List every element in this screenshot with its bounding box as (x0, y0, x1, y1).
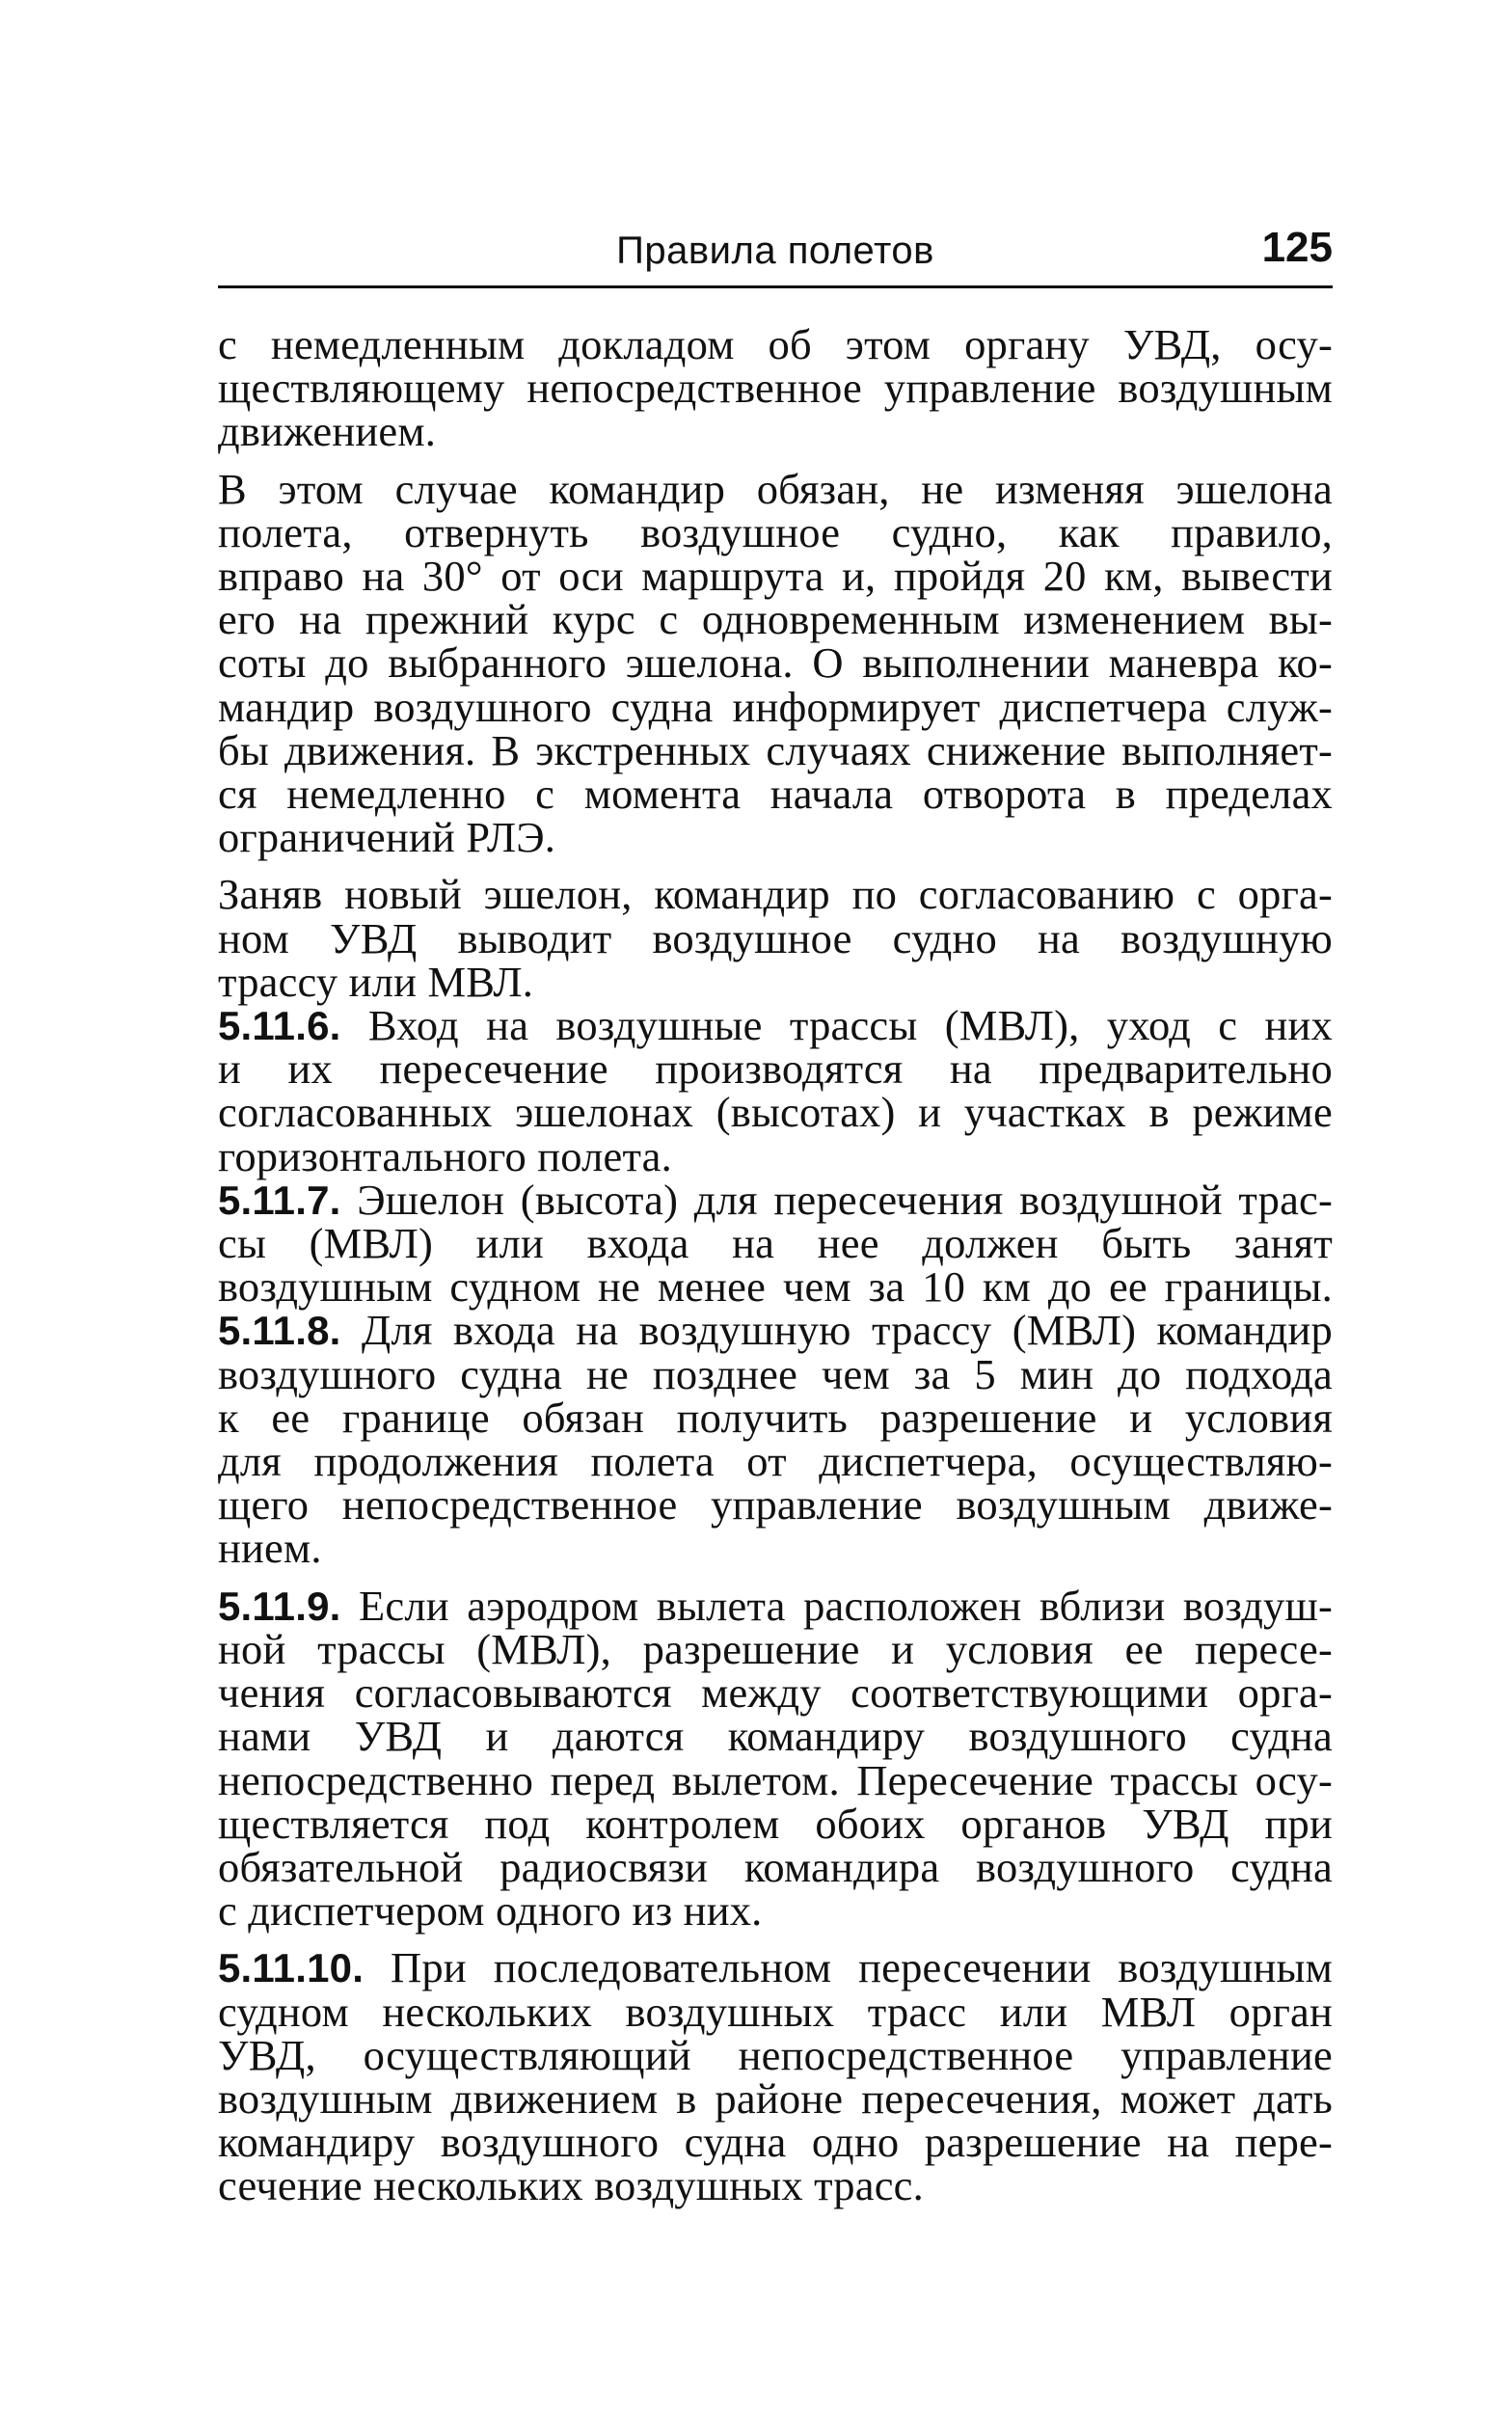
text-line: чения согласовываются между соответствующими орга- (218, 1668, 1333, 1718)
text-line: полета, отвернуть воздушное судно, как правило, (218, 507, 1333, 556)
text-line: его на прежний курс с одновременным изменением вы- (218, 595, 1333, 644)
body-text (218, 320, 1333, 2210)
text-line: для продолжения полета от диспетчера, осуществляю- (218, 1437, 1333, 1486)
text-line (218, 1306, 1333, 1355)
text-line: Заняв новый эшелон, командир по согласованию с орга- (218, 870, 1333, 919)
text-line: непосредственно перед вылетом. Пересечение трассы осу- (218, 1755, 1333, 1804)
text-line: ном УВД выводит воздушное судно на воздушную (218, 913, 1333, 962)
text-line: бы движения. В экстренных случаях снижение выполняет- (218, 725, 1333, 774)
paragraph-5-11-8 (218, 1306, 1333, 1573)
text-line (218, 1943, 1333, 1992)
section-number: 5.11.9. (218, 1583, 341, 1629)
text-line: движением. (218, 407, 437, 456)
text-line: ществляющему непосредственное управление воздушным (218, 364, 1333, 413)
text-line: В этом случае командир обязан, не изменяя эшелона (218, 464, 1333, 513)
text-line: воздушным судном не менее чем за 10 км до ее границы. (218, 1262, 1333, 1312)
text-line: командиру воздушного судна одно разрешение на пере- (218, 2118, 1333, 2167)
running-title: Правила полетов (616, 230, 934, 272)
text-line: трассу или МВЛ. (218, 957, 534, 1006)
section-number: 5.11.8. (218, 1308, 341, 1354)
paragraph (218, 870, 1333, 1006)
text-line-rest: Вход на воздушные трассы (МВЛ), уход с них (340, 1001, 1333, 1050)
text-line: ся немедленно с момента начала отворота в пределах (218, 770, 1333, 819)
text-line: ной трассы (МВЛ), разрешение и условия ее пересе- (218, 1624, 1333, 1673)
text-line (218, 1175, 1333, 1224)
text-line: мандир воздушного судна информирует диспетчера служ- (218, 682, 1333, 731)
text-line: и их пересечение производятся на предварительно (218, 1044, 1333, 1094)
text-line (218, 1001, 1333, 1050)
text-line: щего непосредственное управление воздушным движе- (218, 1480, 1333, 1530)
text-line: сы (МВЛ) или входа на нее должен быть занят (218, 1219, 1333, 1268)
text-line-rest: Для входа на воздушную трассу (МВЛ) командир (340, 1306, 1333, 1355)
text-line: с диспетчером одного из них. (218, 1886, 763, 1936)
paragraph-5-11-7 (218, 1175, 1333, 1312)
paragraph-5-11-6 (218, 1001, 1333, 1180)
text-line-rest: Если аэродром вылета расположен вблизи воздуш- (340, 1581, 1333, 1630)
section-number: 5.11.6. (218, 1003, 341, 1049)
section-number: 5.11.10. (218, 1945, 364, 1991)
header-rule (218, 285, 1333, 288)
paragraph-5-11-10 (218, 1943, 1333, 2210)
text-line: согласованных эшелонах (высотах) и участках в режиме (218, 1088, 1333, 1137)
section-number: 5.11.7. (218, 1177, 341, 1223)
text-line: воздушным движением в районе пересечения, может дать (218, 2073, 1333, 2123)
page-header (218, 224, 1333, 285)
paragraph (218, 464, 1333, 862)
text-line: сечение нескольких воздушных трасс. (218, 2161, 924, 2210)
text-line: к ее границе обязан получить разрешение и условия (218, 1393, 1333, 1442)
text-line: вправо на 30° от оси маршрута и, пройдя 20 км, вывести (218, 552, 1333, 601)
text-line: судном нескольких воздушных трасс или МВЛ орган (218, 1987, 1333, 2036)
page-number: 125 (1261, 224, 1333, 271)
text-line: нием. (218, 1524, 322, 1573)
text-line (218, 1581, 1333, 1630)
text-line: нами УВД и даются командиру воздушного судна (218, 1712, 1333, 1761)
text-line: горизонтального полета. (218, 1131, 672, 1180)
text-line: соты до выбранного эшелона. О выполнении маневра ко- (218, 638, 1333, 688)
paragraph (218, 320, 1333, 456)
text-line: УВД, осуществляющий непосредственное управление (218, 2030, 1333, 2079)
text-line: ществляется под контролем обоих органов УВД при (218, 1799, 1333, 1848)
text-line: воздушного судна не позднее чем за 5 мин до подхода (218, 1349, 1333, 1398)
text-line: с немедленным докладом об этом органу УВД, осу- (218, 320, 1333, 368)
text-line-rest: Эшелон (высота) для пересечения воздушной трас- (340, 1175, 1333, 1224)
paragraph-5-11-9 (218, 1581, 1333, 1936)
text-line-rest: При последовательном пересечении воздушным (364, 1943, 1333, 1992)
text-line: обязательной радиосвязи командира воздушного судна (218, 1842, 1333, 1891)
text-line: ограничений РЛЭ. (218, 813, 556, 862)
